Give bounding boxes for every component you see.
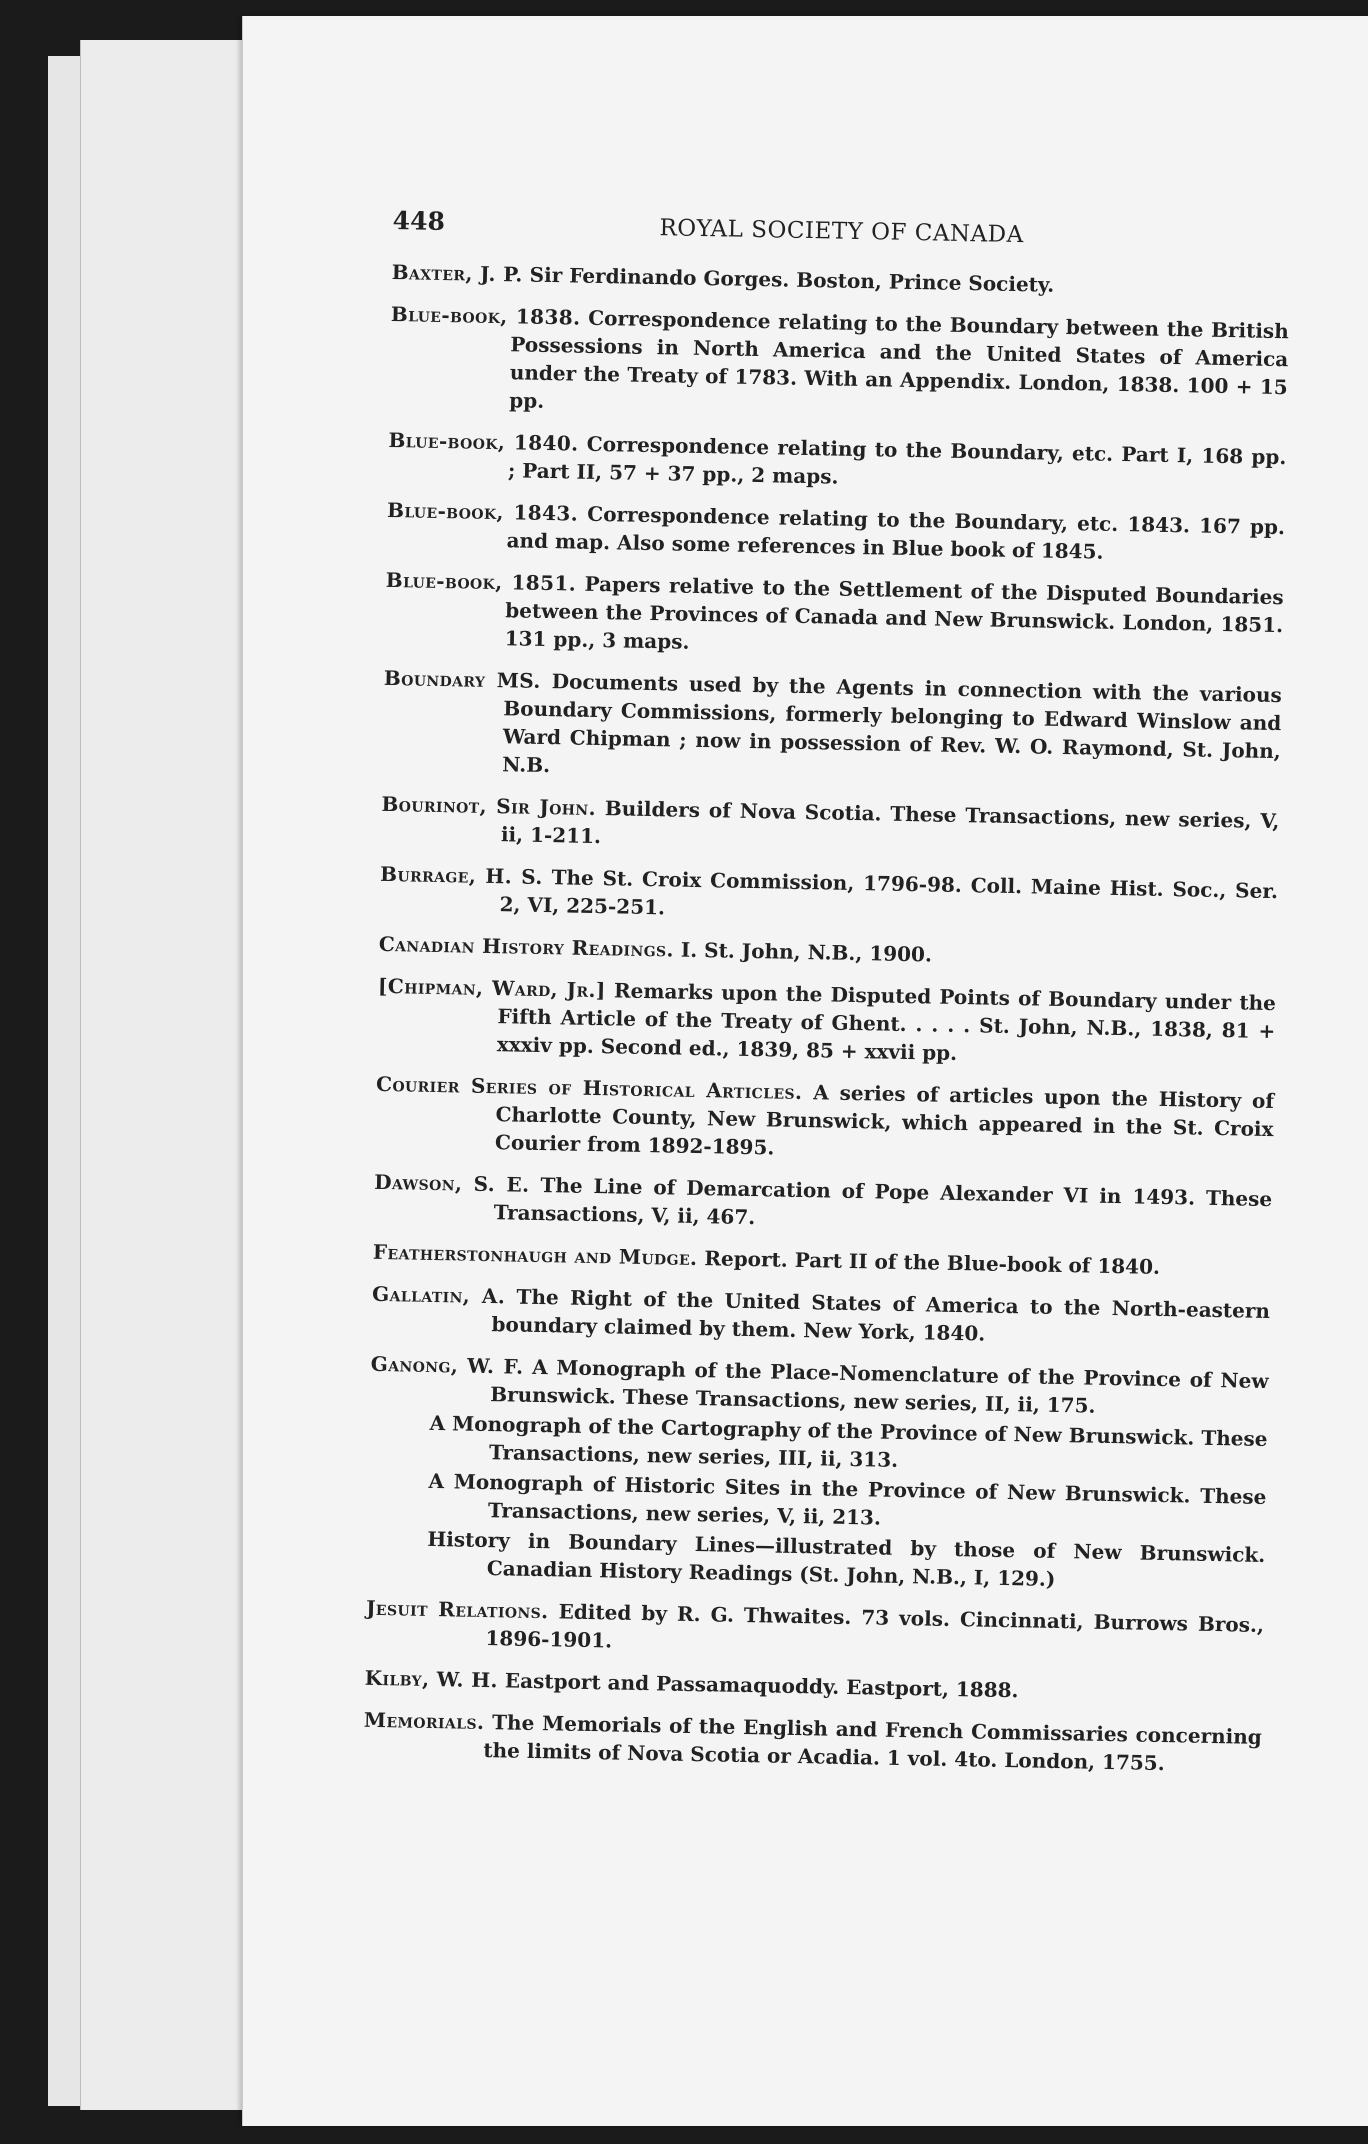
entry-head: Ganong, W. F.: [370, 1351, 524, 1379]
entry-head: Jesuit Relations.: [365, 1595, 549, 1624]
bibliography-entry: [379, 860, 1278, 933]
entry-head: Featherstonhaugh and Mudge.: [372, 1239, 698, 1271]
entry-text: A Monograph of Historic Sites in the Province of New Brunswick. These Transactions, new series, V, ii, 213.: [428, 1468, 1267, 1530]
entry-text: A series of articles upon the History of Charlotte County, New Brunswick, which appeared in the St. Croix Courier from 1892-1895.: [494, 1080, 1275, 1160]
entry-text: History in Boundary Lines—illustrated by those of New Brunswick. Canadian History Readings (St. John, N.B., I, 129.): [427, 1526, 1266, 1591]
entry-text: Sir Ferdinando Gorges. Boston, Prince Society.: [529, 262, 1055, 297]
entry-head: Burrage, H. S.: [379, 861, 544, 889]
bibliography-entry: [388, 426, 1287, 499]
entry-text: The St. Croix Commission, 1796-98. Coll. Maine Hist. Soc., Ser. 2, VI, 225-251.: [499, 865, 1279, 920]
entry-text: Correspondence relating to the Boundary between the British Possessions in North America and the United States of America under the Treaty of 1783. With an Appendix. London, 1838. 100 + 15 pp.: [509, 305, 1289, 413]
bibliography-entry: [375, 1070, 1274, 1171]
entry-text: Papers relative to the Settlement of the Disputed Boundaries between the Provinces of Canada and New Brunswick. London, 1851. 131 pp., 3 maps.: [504, 571, 1284, 654]
bibliography-entry: [386, 496, 1285, 569]
bibliography-entry: [389, 300, 1289, 429]
page-number: 448: [392, 206, 446, 236]
bibliography-entry: [384, 566, 1283, 667]
entry-text: Remarks upon the Disputed Points of Boundary under the Fifth Article of the Treaty of Ghent. . . . . St. John, N.B., 1838, 81 + xxxiv pp. Second ed., 1839, 85 + xxvii pp.: [496, 978, 1277, 1065]
bibliography-entry: [364, 1664, 1262, 1709]
entry-text: The Line of Demarcation of Pope Alexander VI in 1493. These Transactions, V, ii, 467.: [493, 1173, 1273, 1230]
bibliography-entry: [379, 930, 1277, 975]
bibliography-entry: [391, 258, 1289, 303]
book-page: [242, 16, 1368, 2126]
entry-text: Edited by R. G. Thwaites. 73 vols. Cincinnati, Burrows Bros., 1896-1901.: [485, 1599, 1265, 1653]
entry-text: The Memorials of the English and French Commissaries concerning the limits of Nova Scotia or Acadia. 1 vol. 4to. London, 1755.: [483, 1710, 1263, 1776]
entry-text: The Right of the United States of America to the North-eastern boundary claimed by them. New York, 1840.: [491, 1284, 1271, 1346]
bibliography-entry: [373, 1168, 1272, 1241]
entry-head: Blue-book, 1840.: [388, 427, 579, 456]
entry-head: Canadian History Readings.: [378, 931, 675, 962]
entry-head: Baxter, J. P.: [391, 259, 523, 287]
entry-text: A Monograph of the Cartography of the Province of New Brunswick. These Transactions, new series, III, ii, 313.: [429, 1410, 1268, 1472]
bibliography-entry: [371, 1280, 1270, 1353]
entry-head: Dawson, S. E.: [374, 1169, 530, 1197]
bibliography-entry: [377, 972, 1276, 1073]
bibliography-entry: [382, 664, 1282, 793]
entry-text: Report. Part II of the Blue-book of 1840.: [704, 1246, 1161, 1279]
entry-text: Builders of Nova Scotia. These Transactions, new series, V, ii, 1-211.: [500, 796, 1280, 849]
running-title: ROYAL SOCIETY OF CANADA: [659, 215, 1024, 249]
entry-head: Memorials.: [363, 1707, 485, 1735]
entry-text: I. St. John, N.B., 1900.: [680, 937, 933, 967]
entry-text: A Monograph of the Place-Nomenclature of the Province of New Brunswick. These Transactions, new series, II, ii, 175.: [489, 1354, 1269, 1418]
entry-text: Correspondence relating to the Boundary, etc. 1843. 167 pp. and map. Also some references in Blue book of 1845.: [506, 501, 1286, 564]
bibliography-entry: [363, 1706, 1262, 1779]
entry-text: Documents used by the Agents in connection with the various Boundary Commissions, formerly belonging to Edward Winslow and Ward Chipman ; now in possession of Rev. W. O. Raymond, St. John, N.B.: [502, 669, 1283, 778]
bibliography-entry: [381, 790, 1280, 863]
entry-head: [Chipman, Ward, Jr.]: [377, 973, 607, 1003]
entry-head: Blue-book, 1843.: [386, 497, 579, 526]
entry-head: Blue-book, 1838.: [390, 301, 581, 330]
entry-head: Bourinot, Sir John.: [381, 791, 597, 821]
entry-text: Eastport and Passamaquoddy. Eastport, 1888.: [504, 1668, 1019, 1703]
page-content: [363, 206, 1291, 1793]
entry-head: Kilby, W. H.: [364, 1665, 499, 1693]
entry-text: Correspondence relating to the Boundary, etc. Part I, 168 pp. ; Part II, 57 + 37 pp., 2 maps.: [507, 431, 1287, 489]
entry-head: Blue-book, 1851.: [385, 567, 577, 596]
entry-head: Gallatin, A.: [371, 1281, 506, 1309]
entry-head: Boundary MS.: [383, 665, 542, 693]
bibliography-entry: [373, 1238, 1271, 1283]
running-head: [392, 206, 1291, 267]
entry-head: Courier Series of Historical Articles.: [375, 1071, 803, 1105]
bibliography-entry: [365, 1594, 1264, 1667]
